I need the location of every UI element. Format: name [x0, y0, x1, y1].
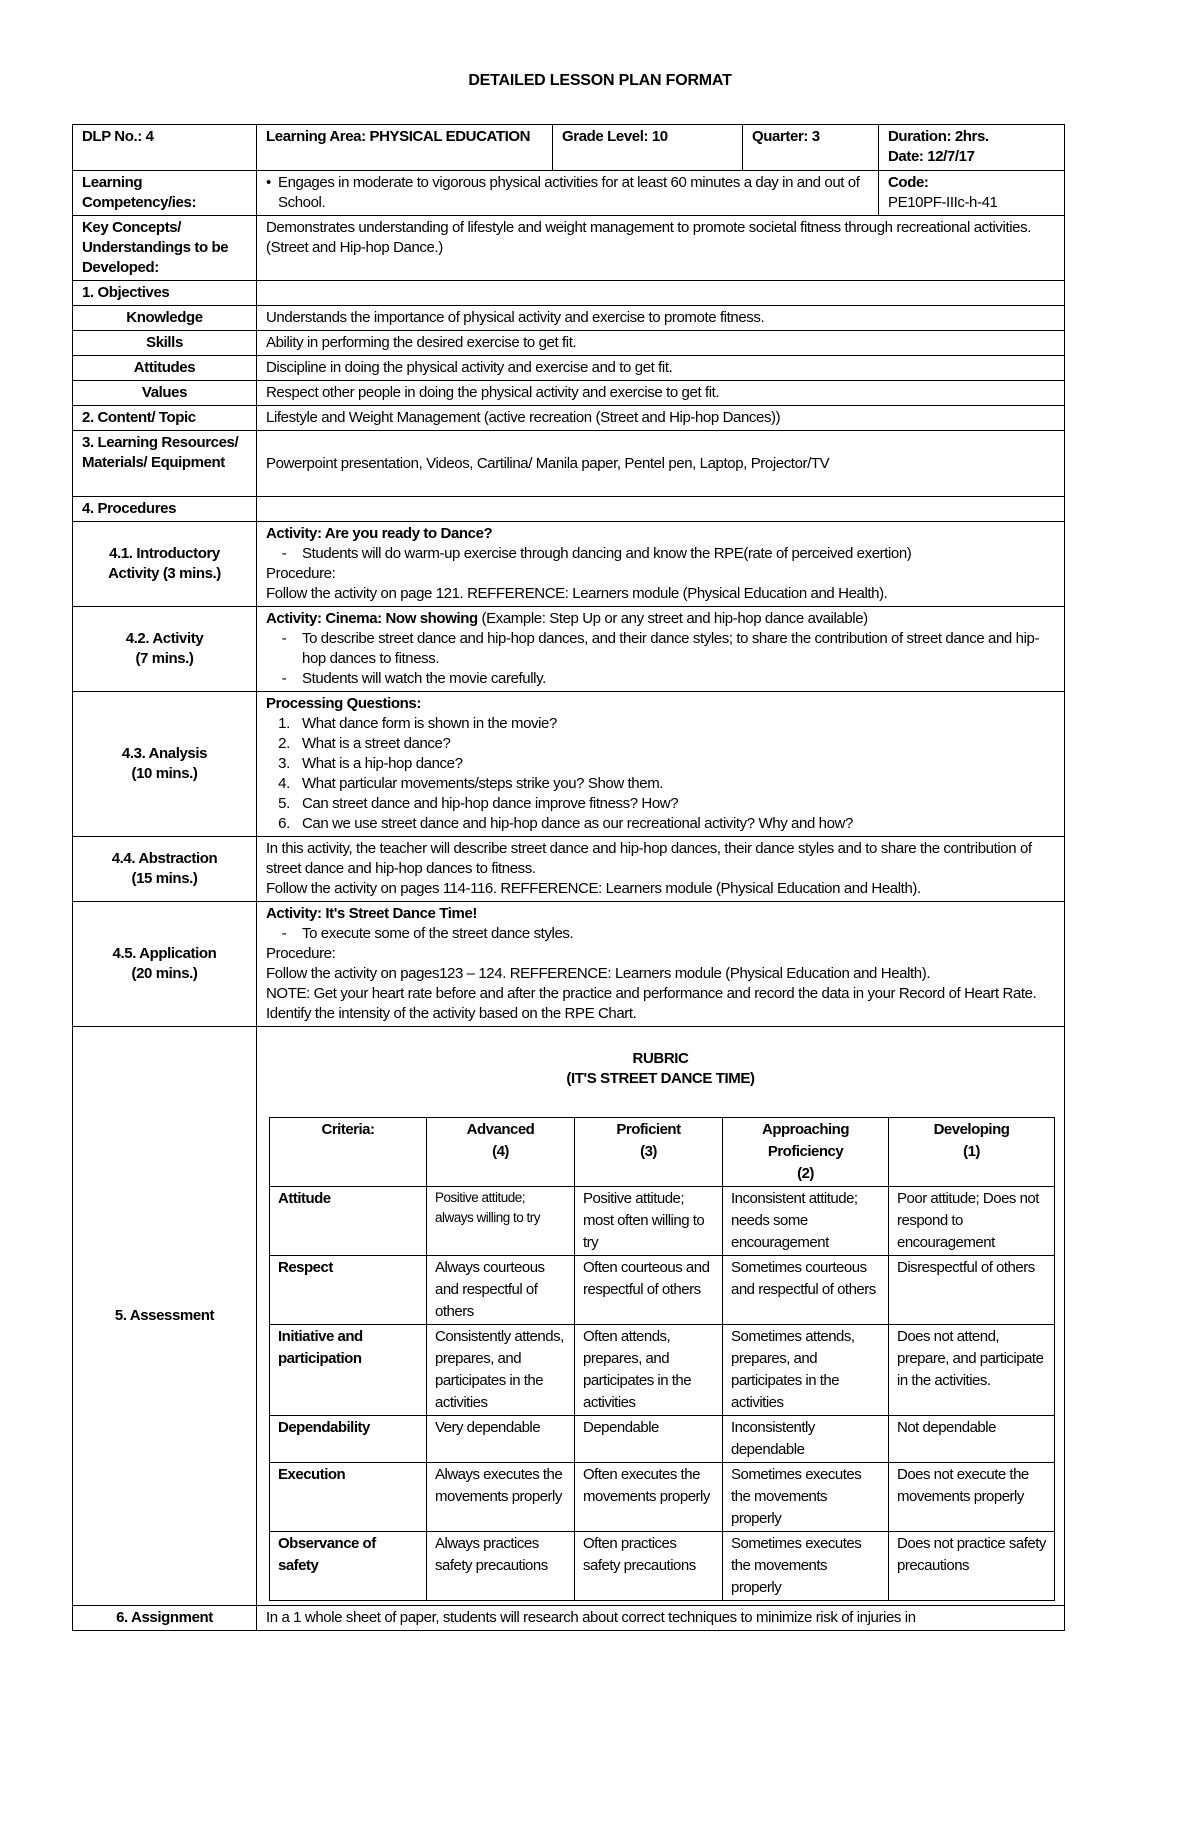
objective-row: [73, 381, 1065, 406]
analysis-label: 4.3. Analysis (10 mins.): [73, 692, 257, 837]
duration-date: [879, 125, 1065, 171]
competency-label: Learning Competency/ies:: [73, 171, 257, 216]
content-row: [73, 406, 1065, 431]
rubric-row: [270, 1325, 1055, 1416]
rubric-criteria: Observance of safety: [270, 1532, 427, 1601]
activity-row: [73, 607, 1065, 692]
code-cell: [879, 171, 1065, 216]
objective-label: Attitudes: [73, 356, 257, 381]
competency-text: Engages in moderate to vigorous physical activities for at least 60 minutes a day in and out of School.: [278, 174, 860, 211]
rubric-cell: Very dependable: [427, 1416, 575, 1463]
objective-text: Ability in performing the desired exercise to get fit.: [257, 331, 1065, 356]
abstraction-text: In this activity, the teacher will describe street dance and hip-hop dances, their dance styles and to share the contribution of street dance and hip-hop dances to fitness.: [266, 840, 1032, 877]
rubric-cell: Consistently attends, prepares, and participates in the activities: [427, 1325, 575, 1416]
resources-row: [73, 431, 1065, 497]
rubric-header-row: [270, 1118, 1055, 1187]
objective-row: [73, 306, 1065, 331]
rubric-subtitle: (IT'S STREET DANCE TIME): [566, 1070, 755, 1087]
abstraction-follow: Follow the activity on pages 114-116. REFFERENCE: Learners module (Physical Education and Health).: [266, 880, 921, 897]
rubric-cell: Positive attitude; always willing to try: [427, 1187, 575, 1256]
rubric-cell: Often attends, prepares, and participates in the activities: [575, 1325, 723, 1416]
introductory-row: [73, 522, 1065, 607]
abstraction-row: [73, 837, 1065, 902]
intro-bullet: Students will do warm-up exercise through dancing and know the RPE(rate of perceived exertion): [302, 545, 912, 562]
rubric-cell: Sometimes executes the movements properly: [723, 1463, 889, 1532]
rubric-criteria: Respect: [270, 1256, 427, 1325]
question-item: 6. Can we use street dance and hip-hop dance as our recreational activity? Why and how?: [278, 815, 853, 832]
assessment-content: [257, 1027, 1065, 1606]
intro-procedure-label: Procedure:: [266, 565, 336, 582]
rubric-cell: Does not execute the movements properly: [889, 1463, 1055, 1532]
rubric-col-approaching: Approaching Proficiency (2): [723, 1118, 889, 1187]
assignment-label: 6. Assignment: [73, 1606, 257, 1631]
rubric-cell: Dependable: [575, 1416, 723, 1463]
rubric-cell: Always courteous and respectful of others: [427, 1256, 575, 1325]
competency-cell: [257, 171, 879, 216]
procedures-heading-row: [73, 497, 1065, 522]
bullet-icon: •: [266, 174, 271, 191]
content-label: 2. Content/ Topic: [73, 406, 257, 431]
rubric-row: [270, 1256, 1055, 1325]
rubric-cell: Does not attend, prepare, and participate in the activities.: [889, 1325, 1055, 1416]
rubric-cell: Sometimes executes the movements properly: [723, 1532, 889, 1601]
rubric-cell: Sometimes courteous and respectful of others: [723, 1256, 889, 1325]
introductory-label: 4.1. Introductory Activity (3 mins.): [73, 522, 257, 607]
code-label: Code:: [888, 174, 929, 191]
application-follow: Follow the activity on pages123 – 124. REFFERENCE: Learners module (Physical Education and Health).: [266, 965, 931, 982]
rubric-criteria: Attitude: [270, 1187, 427, 1256]
rubric-col-proficient: Proficient (3): [575, 1118, 723, 1187]
rubric-row: [270, 1532, 1055, 1601]
duration: Duration: 2hrs.: [888, 128, 989, 145]
introductory-content: Activity: Are you ready to Dance? - Students will do warm-up exercise through dancing and know the RPE(rate of perceived exertion) Procedure: Follow the activity on page 121. REFFERENCE: Learners module (Physical Education and Health).: [257, 522, 1065, 607]
objective-text: Discipline in doing the physical activity and exercise and to get fit.: [257, 356, 1065, 381]
key-concepts-label: Key Concepts/ Understandings to be Developed:: [73, 216, 257, 281]
rubric-criteria: Execution: [270, 1463, 427, 1532]
objectives-heading-row: [73, 281, 1065, 306]
rubric-criteria: Initiative and participation: [270, 1325, 427, 1416]
objectives-heading: 1. Objectives: [73, 281, 257, 306]
application-activity-title: Activity: It's Street Dance Time!: [266, 905, 477, 922]
rubric-title: RUBRIC: [632, 1050, 689, 1067]
rubric-cell: Inconsistently dependable: [723, 1416, 889, 1463]
application-row: [73, 902, 1065, 1027]
competency-row: [73, 171, 1065, 216]
assignment-row: [73, 1606, 1065, 1631]
question-item: 5. Can street dance and hip-hop dance improve fitness? How?: [278, 795, 679, 812]
abstraction-label: 4.4. Abstraction (15 mins.): [73, 837, 257, 902]
learning-area: Learning Area: PHYSICAL EDUCATION: [257, 125, 553, 171]
rubric-col-advanced: Advanced (4): [427, 1118, 575, 1187]
date: Date: 12/7/17: [888, 148, 975, 165]
procedures-heading: 4. Procedures: [73, 497, 257, 522]
rubric-row: [270, 1416, 1055, 1463]
rubric-cell: Often courteous and respectful of others: [575, 1256, 723, 1325]
rubric-row: [270, 1187, 1055, 1256]
key-concepts-row: [73, 216, 1065, 281]
rubric-cell: Not dependable: [889, 1416, 1055, 1463]
header-row: [73, 125, 1065, 171]
activity-bullet: To describe street dance and hip-hop dances, and their dance styles; to share the contribution of street dance and hip-hop dances to fitness.: [302, 630, 1040, 667]
objective-row: [73, 356, 1065, 381]
content-text: Lifestyle and Weight Management (active recreation (Street and Hip-hop Dances)): [257, 406, 1065, 431]
rubric-cell: Sometimes attends, prepares, and participates in the activities: [723, 1325, 889, 1416]
question-item: 4. What particular movements/steps strike you? Show them.: [278, 775, 664, 792]
analysis-row: [73, 692, 1065, 837]
rubric-col-criteria: Criteria:: [270, 1118, 427, 1187]
question-item: 3. What is a hip-hop dance?: [278, 755, 463, 772]
objective-text: Understands the importance of physical activity and exercise to promote fitness.: [257, 306, 1065, 331]
objective-label: Values: [73, 381, 257, 406]
activity-content: Activity: Cinema: Now showing (Example: Step Up or any street and hip-hop dance available) - To describe street dance and hip-hop dances, and their dance styles; to share the contribution of street dance and hip-hop dances to fitness. - Students will watch the movie carefully.: [257, 607, 1065, 692]
objective-label: Skills: [73, 331, 257, 356]
rubric-cell: Disrespectful of others: [889, 1256, 1055, 1325]
rubric-cell: Inconsistent attitude; needs some encouragement: [723, 1187, 889, 1256]
activity-example: (Example: Step Up or any street and hip-hop dance available): [477, 610, 868, 627]
objective-row: [73, 331, 1065, 356]
code-value: PE10PF-IIIc-h-41: [888, 194, 998, 211]
assessment-row: [73, 1027, 1065, 1606]
application-note: NOTE: Get your heart rate before and after the practice and performance and record the data in your Record of Heart Rate. Identify the intensity of the activity based on the RPE Chart.: [266, 985, 1037, 1022]
key-concepts-text: Demonstrates understanding of lifestyle and weight management to promote societal fitness through recreational activities. (Street and Hip-hop Dance.): [257, 216, 1065, 281]
resources-label: 3. Learning Resources/ Materials/ Equipment: [73, 431, 257, 497]
rubric-cell: Often executes the movements properly: [575, 1463, 723, 1532]
rubric-col-developing: Developing (1): [889, 1118, 1055, 1187]
rubric-cell: Does not practice safety precautions: [889, 1532, 1055, 1601]
rubric-criteria: Dependability: [270, 1416, 427, 1463]
intro-activity-title: Activity: Are you ready to Dance?: [266, 525, 493, 542]
rubric-row: [270, 1463, 1055, 1532]
activity-title: Activity: Cinema: Now showing: [266, 610, 478, 627]
rubric-cell: Always practices safety precautions: [427, 1532, 575, 1601]
grade-level: Grade Level: 10: [553, 125, 743, 171]
rubric-table: [269, 1117, 1055, 1601]
application-procedure-label: Procedure:: [266, 945, 336, 962]
rubric-cell: Positive attitude; most often willing to try: [575, 1187, 723, 1256]
application-content: Activity: It's Street Dance Time! - To execute some of the street dance styles. Procedure: Follow the activity on pages123 – 124. REFFERENCE: Learners module (Physical Education and Health). NOTE: Get your heart rate before and after the practice and performance and record the data in your Record of Heart Rate. Identify the intensity of the activity based on the RPE Chart.: [257, 902, 1065, 1027]
rubric-cell: Always executes the movements properly: [427, 1463, 575, 1532]
application-label: 4.5. Application (20 mins.): [73, 902, 257, 1027]
rubric-cell: Poor attitude; Does not respond to encouragement: [889, 1187, 1055, 1256]
rubric-cell: Often practices safety precautions: [575, 1532, 723, 1601]
activity-label: 4.2. Activity (7 mins.): [73, 607, 257, 692]
question-item: 2. What is a street dance?: [278, 735, 451, 752]
intro-follow: Follow the activity on page 121. REFFERENCE: Learners module (Physical Education and Health).: [266, 585, 888, 602]
lesson-plan-table: [72, 124, 1065, 1631]
question-item: 1. What dance form is shown in the movie?: [278, 715, 557, 732]
abstraction-content: [257, 837, 1065, 902]
activity-bullet: Students will watch the movie carefully.: [302, 670, 546, 687]
dlp-number: DLP No.: 4: [73, 125, 257, 171]
objective-text: Respect other people in doing the physical activity and exercise to get fit.: [257, 381, 1065, 406]
assignment-text: In a 1 whole sheet of paper, students will research about correct techniques to minimize risk of injuries in: [257, 1606, 1065, 1631]
quarter: Quarter: 3: [743, 125, 879, 171]
application-bullet: To execute some of the street dance styles.: [302, 925, 574, 942]
document-title: DETAILED LESSON PLAN FORMAT: [468, 72, 732, 89]
objective-label: Knowledge: [73, 306, 257, 331]
resources-text: Powerpoint presentation, Videos, Cartilina/ Manila paper, Pentel pen, Laptop, Projector/TV: [257, 431, 1065, 497]
processing-questions-heading: Processing Questions:: [266, 695, 421, 712]
assessment-label: 5. Assessment: [73, 1027, 257, 1606]
analysis-content: [257, 692, 1065, 837]
